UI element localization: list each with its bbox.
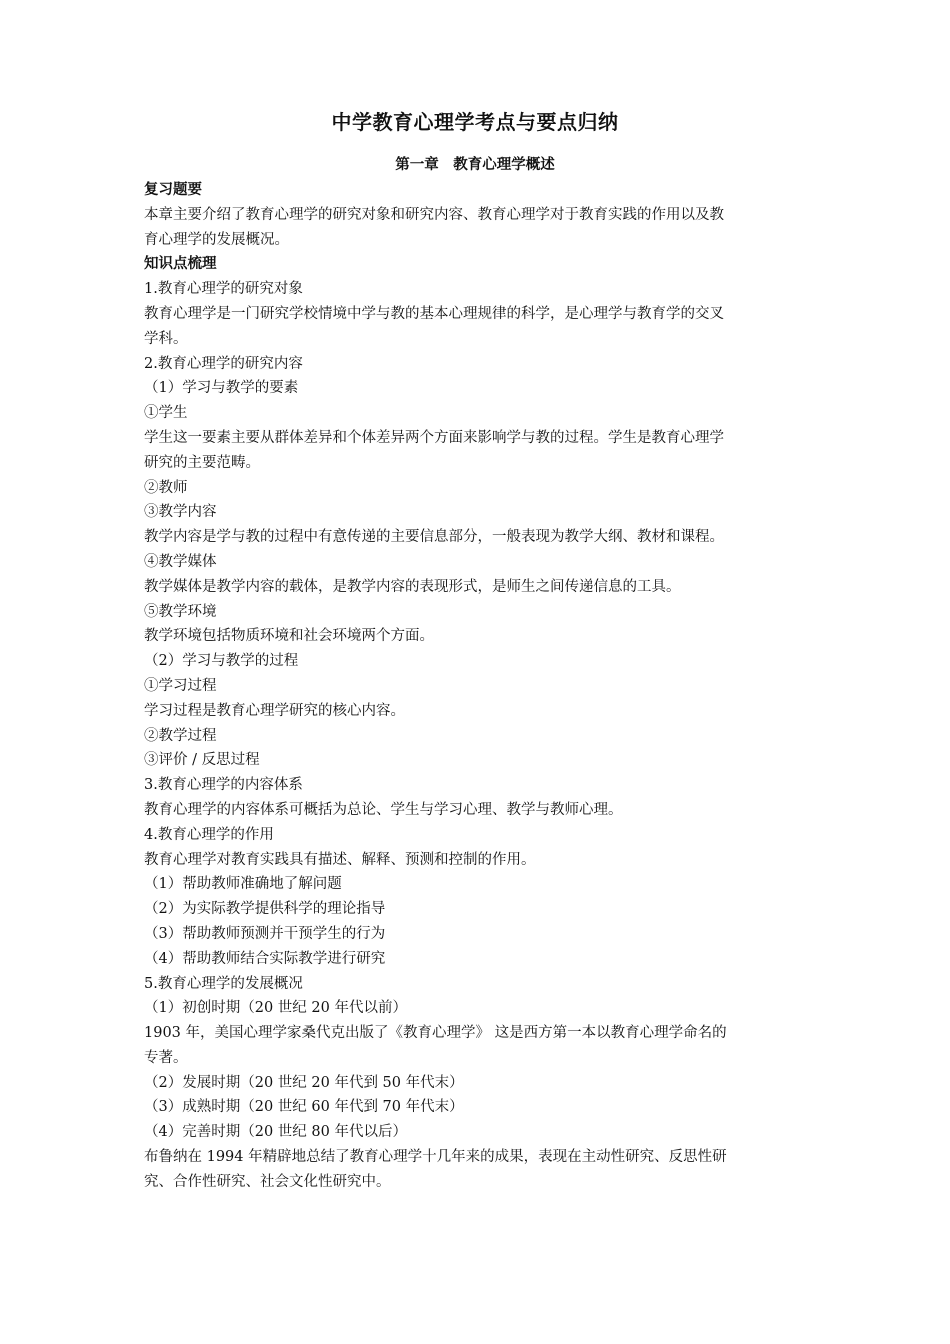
- text-line: 4.教育心理学的作用: [144, 826, 274, 843]
- text-line: 研究的主要范畴。: [144, 454, 260, 471]
- text-line: （1）初创时期（20 世纪 20 年代以前）: [144, 1000, 407, 1017]
- text-line: ③评价 / 反思过程: [144, 752, 260, 769]
- text-line: （2）学习与教学的过程: [144, 653, 299, 670]
- text-line: 布鲁纳在 1994 年精辟地总结了教育心理学十几年来的成果，表现在主动性研究、反思性研: [144, 1149, 727, 1166]
- text-line: 教学内容是学与教的过程中有意传递的主要信息部分，一般表现为教学大纲、教材和课程。: [144, 529, 724, 546]
- document-title: 中学教育心理学考点与要点归纳: [331, 110, 619, 134]
- text-line: 教育心理学对教育实践具有描述、解释、预测和控制的作用。: [144, 851, 536, 868]
- text-line: 1903 年，美国心理学家桑代克出版了《教育心理学》 这是西方第一本以教育心理学命名的: [144, 1025, 727, 1042]
- text-line: （2）为实际教学提供科学的理论指导: [144, 901, 386, 918]
- text-line: （3）成熟时期（20 世纪 60 年代到 70 年代末）: [144, 1099, 464, 1116]
- text-line: 教学媒体是教学内容的载体，是教学内容的表现形式，是师生之间传递信息的工具。: [144, 578, 681, 595]
- text-line: 3.教育心理学的内容体系: [144, 777, 303, 794]
- text-line: ③教学内容: [144, 504, 217, 521]
- text-line: 学生这一要素主要从群体差异和个体差异两个方面来影响学与教的过程。学生是教育心理学: [144, 429, 724, 446]
- text-line: ①学生: [144, 405, 188, 422]
- text-line: （2）发展时期（20 世纪 20 年代到 50 年代末）: [144, 1074, 464, 1091]
- section-heading: 知识点梳理: [144, 256, 217, 273]
- text-line: （1）帮助教师准确地了解问题: [144, 876, 342, 893]
- text-line: （3）帮助教师预测并干预学生的行为: [144, 925, 386, 942]
- text-line: （4）完善时期（20 世纪 80 年代以后）: [144, 1124, 407, 1141]
- text-line: 育心理学的发展概况。: [144, 231, 289, 248]
- text-line: 1.教育心理学的研究对象: [144, 281, 303, 298]
- text-line: ①学习过程: [144, 677, 217, 694]
- section-heading: 复习题要: [144, 182, 202, 198]
- chapter-heading: 第一章 教育心理学概述: [395, 157, 555, 173]
- text-line: 专著。: [144, 1049, 188, 1066]
- text-line: 究、合作性研究、社会文化性研究中。: [144, 1173, 391, 1190]
- text-line: ⑤教学环境: [144, 603, 217, 620]
- text-line: 教育心理学的内容体系可概括为总论、学生与学习心理、教学与教师心理。: [144, 801, 623, 818]
- text-line: ②教师: [144, 479, 188, 496]
- text-line: ②教学过程: [144, 727, 217, 744]
- text-line: 5.教育心理学的发展概况: [144, 975, 303, 992]
- text-line: 学科。: [144, 330, 188, 347]
- document-body: [144, 178, 812, 1195]
- text-line: 本章主要介绍了教育心理学的研究对象和研究内容、教育心理学对于教育实践的作用以及教: [144, 206, 724, 223]
- text-line: 学习过程是教育心理学研究的核心内容。: [144, 702, 405, 719]
- text-line: （1）学习与教学的要素: [144, 380, 299, 397]
- text-line: ④教学媒体: [144, 553, 217, 570]
- text-line: 2.教育心理学的研究内容: [144, 355, 303, 372]
- text-line: （4）帮助教师结合实际教学进行研究: [144, 950, 386, 967]
- text-line: 教学环境包括物质环境和社会环境两个方面。: [144, 628, 434, 645]
- text-line: 教育心理学是一门研究学校情境中学与教的基本心理规律的科学，是心理学与教育学的交叉: [144, 305, 724, 322]
